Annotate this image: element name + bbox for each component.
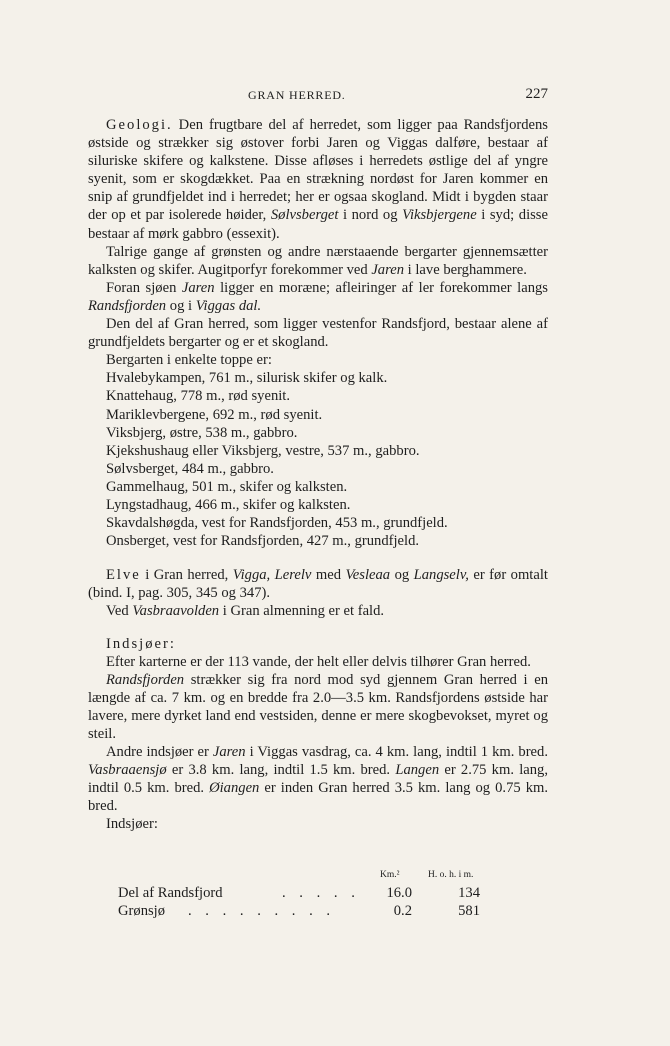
peak-line: Kjekshushaug eller Viksbjerg, vestre, 537 m., gabbro. [106,442,420,459]
paragraph: Efter karterne er der 113 vande, der helt eller delvis tilhører Gran herred. [106,653,531,670]
lake-height: 581 [458,903,480,919]
spacer [88,621,548,635]
paragraph: Den del af Gran herred, som ligger vestenfor Randsfjord, bestaar alene af grundfjeldets bergarter og er et skogland. [88,316,548,351]
paragraph: Randsfjorden strækker sig fra nord mod syd gjennem Gran herred i en længde af ca. 7 km. og en bredde fra 2.0—3.5 km. Randsfjordens østside har lavere, mere dyrket land end vestsiden, denne er mere skogbevokset, myret og steil. [88,671,548,742]
lake-name: Del af Randsfjord [118,885,223,901]
peak-line: Lyngstadhaug, 466 m., skifer og kalksten. [106,496,351,513]
table-row [118,884,508,902]
table-header-row [118,870,508,884]
peak-line: Onsberget, vest for Randsfjorden, 427 m., grundfjeld. [106,533,420,550]
page-number: 227 [525,86,548,102]
peak-line: Knattehaug, 778 m., rød syenit. [106,388,291,405]
leader-dots: . . . . . . . . . [188,903,336,919]
table-row [118,902,508,920]
paragraph: Foran sjøen Jaren ligger en moræne; afleiringer af ler forekommer langs Randsfjorden og i Viggas dal. [88,279,548,314]
indsjoer-heading: Indsjøer: [106,635,176,652]
paragraph: Talrige gange af grønsten og andre nærstaaende bergarter gjennemsætter kalksten og skifer. Augitporfyr forekommer ved Jaren i lave berghammere. [88,243,548,278]
lake-area: 0.2 [393,903,412,919]
elve-paragraph: Elve i Gran herred, Vigga, Lerelv med Vesleaa og Langselv, er før omtalt (bind. I, pag. 305, 345 og 347). [88,567,548,602]
running-title: GRAN HERRED. [248,88,346,102]
elve-heading: Elve [106,567,141,584]
lake-area: 16.0 [386,885,412,901]
peak-line: Mariklevbergene, 692 m., rød syenit. [106,406,323,423]
peak-line: Gammelhaug, 501 m., skifer og kalksten. [106,478,348,495]
column-header-height: H. o. h. i m. [428,870,474,880]
table-heading: Indsjøer: [106,816,158,833]
geologi-heading: Geologi. [106,117,173,133]
paragraph: Bergarten i enkelte toppe er: [106,352,272,369]
peak-line: Hvalebykampen, 761 m., silurisk skifer og kalk. [106,370,388,387]
paragraph: Andre indsjøer er Jaren i Viggas vasdrag, ca. 4 km. lang, indtil 1 km. bred. Vasbraaensjø er 3.8 km. lang, indtil 1.5 km. bred. Langen er 2.75 km. lang, indtil 0.5 km. bred. Øiangen er inden Gran herred 3.5 km. lang og 0.75 km. bred. [88,744,548,815]
peak-line: Viksbjerg, østre, 538 m., gabbro. [106,424,298,441]
peak-line: Skavdalshøgda, vest for Randsfjorden, 453 m., grundfjeld. [106,515,448,532]
peak-line: Sølvsberget, 484 m., gabbro. [106,460,274,477]
leader-dots: . . . . . [282,885,360,901]
lake-table [118,870,508,920]
paragraph: Ved Vasbraavolden i Gran almenning er et fald. [106,603,385,620]
body-text [88,116,548,834]
spacer [88,550,548,566]
column-header-area: Km.² [380,870,400,880]
lake-height: 134 [458,885,480,901]
geologi-paragraph: Geologi. Den frugtbare del af herredet, som ligger paa Randsfjordens østside og strækker sig østover forbi Jaren og Viggas dalføre, bestaar af siluriske skifere og kalkstene. Disse afløses i herredets østlige del af yngre syenit, som er skogdækket. Paa en strækning nordøst for Jaren kommer en snip af grundfjeldet ind i herredet; her er ogsaa skogland. Midt i bygden staar der op et par isolerede høider, Sølvsberget i nord og Viksbjergene i syd; disse bestaar af mørk gabbro (essexit). [88,117,548,242]
lake-name: Grønsjø [118,903,166,919]
